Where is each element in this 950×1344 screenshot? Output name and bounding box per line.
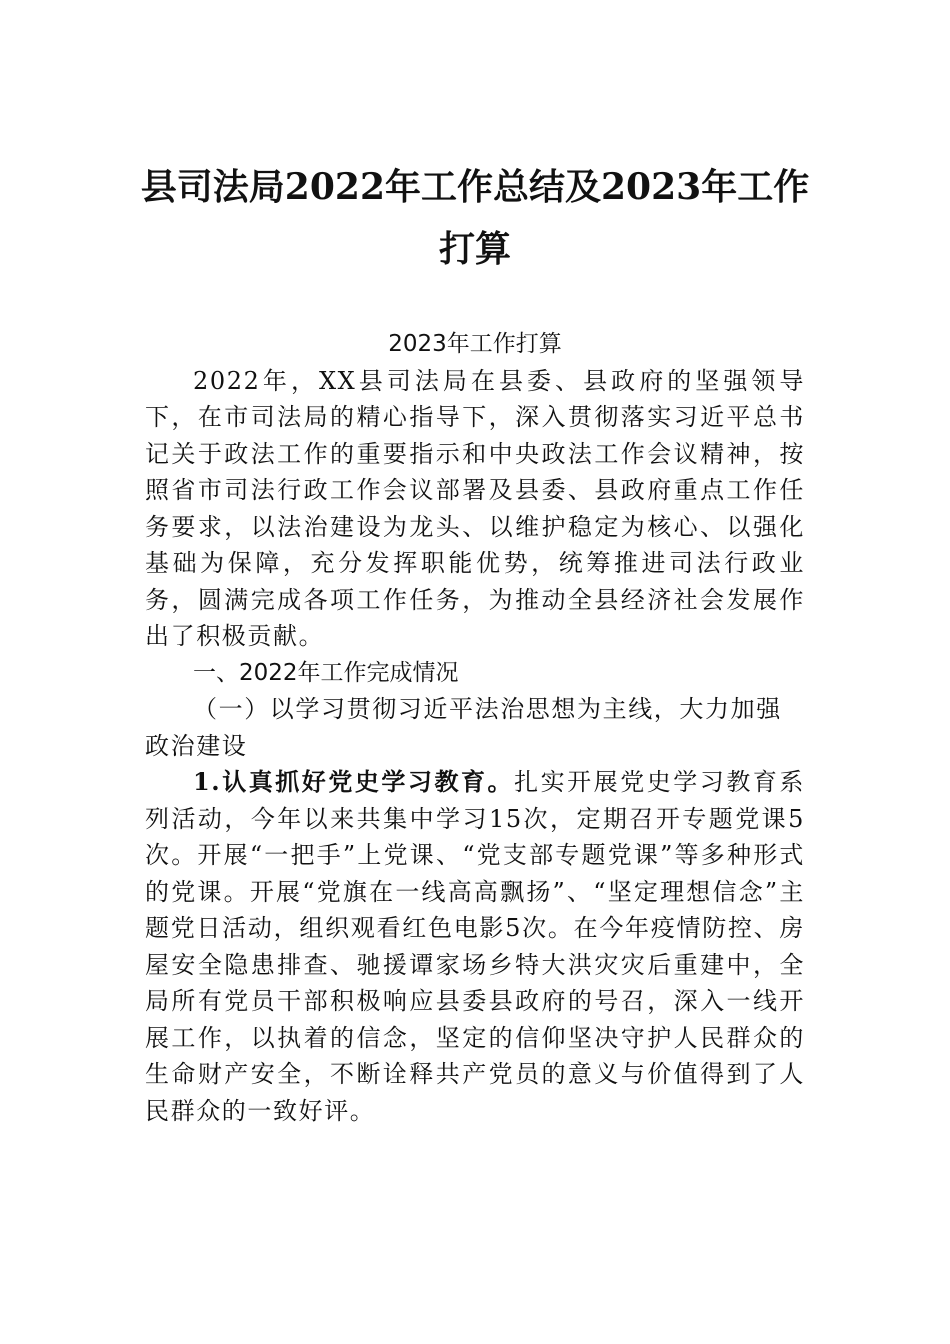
intro-paragraph: 2022年，XX县司法局在县委、县政府的坚强领导下，在市司法局的精心指导下，深入贯彻落实习近平总书记关于政法工作的重要指示和中央政法工作会议精神，按照省市司法行政工作会议部署及县委、县政府重点工作任务要求，以法治建设为龙头、以维护稳定为核心、以强化基础为保障，充分发挥职能优势，统筹推进司法行政业务，圆满完成各项工作任务，为推动全县经济社会发展作出了积极贡献。	[145, 366, 805, 650]
item-lead: 1.认真抓好党史学习教育。	[193, 767, 515, 796]
document-title: 县司法局2022年工作总结及2023年工作打算	[140, 166, 810, 270]
item-paragraph	[145, 764, 805, 1129]
item-body: 扎实开展党史学习教育系列活动，今年以来共集中学习15次，定期召开专题党课5次。开展“一把手”上党课、“党支部专题党课”等多种形式的党课。开展“党旗在一线高高飘扬”、“坚定理想信念”主题党日活动，组织观看红色电影5次。在今年疫情防控、房屋安全隐患排查、驰援谭家场乡特大洪灾灾后重建中，全局所有党员干部积极响应县委县政府的号召，深入一线开展工作，以执着的信念，坚定的信仰坚决守护人民群众的生命财产安全，不断诠释共产党员的意义与价值得到了人民群众的一致好评。	[145, 768, 805, 1125]
section-subtitle: 2023年工作打算	[388, 331, 562, 357]
document-body	[145, 326, 805, 1129]
section-heading: 一、2022年工作完成情况	[193, 659, 459, 686]
subsection-heading: （一）以学习贯彻习近平法治思想为主线，大力加强政治建设	[145, 695, 782, 760]
